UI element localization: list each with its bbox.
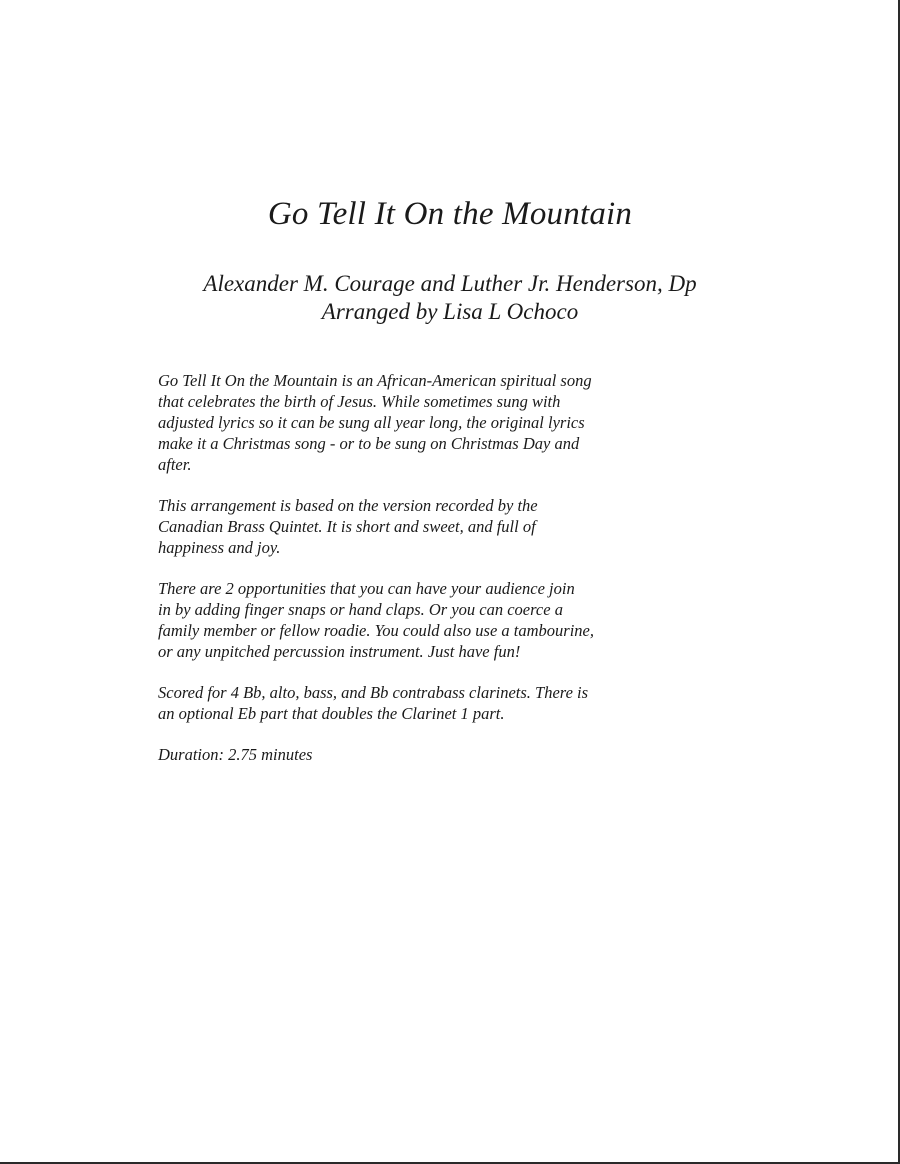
text-line: This arrangement is based on the version recorded by the xyxy=(158,496,538,515)
text-line: adjusted lyrics so it can be sung all year long, the original lyrics xyxy=(158,413,585,432)
page-title: Go Tell It On the Mountain xyxy=(267,196,633,232)
text-line: an optional Eb part that doubles the Clarinet 1 part. xyxy=(158,704,505,723)
text-line: There are 2 opportunities that you can have your audience join xyxy=(158,579,575,598)
text-line: Duration: 2.75 minutes xyxy=(158,745,313,764)
description-body xyxy=(158,370,738,785)
text-line: happiness and joy. xyxy=(158,538,281,557)
credits-block xyxy=(0,270,900,326)
paragraph-intro xyxy=(158,370,738,475)
text-line: or any unpitched percussion instrument. Just have fun! xyxy=(158,642,521,661)
text-line: Scored for 4 Bb, alto, bass, and Bb contrabass clarinets. There is xyxy=(158,683,589,702)
text-line: family member or fellow roadie. You could also use a tambourine, xyxy=(158,621,595,640)
text-line: Canadian Brass Quintet. It is short and sweet, and full of xyxy=(158,517,536,536)
composer-credit: Alexander M. Courage and Luther Jr. Henderson, Dp xyxy=(203,271,697,296)
paragraph-duration xyxy=(158,744,738,765)
text-line: in by adding finger snaps or hand claps. Or you can coerce a xyxy=(158,600,563,619)
paragraph-audience xyxy=(158,578,738,662)
paragraph-scoring xyxy=(158,682,738,724)
text-line: that celebrates the birth of Jesus. While sometimes sung with xyxy=(158,392,561,411)
text-line: after. xyxy=(158,455,192,474)
paragraph-arrangement xyxy=(158,495,738,558)
text-line: Go Tell It On the Mountain is an African-American spiritual song xyxy=(158,371,592,390)
arranger-credit: Arranged by Lisa L Ochoco xyxy=(321,299,579,324)
text-line: make it a Christmas song - or to be sung on Christmas Day and xyxy=(158,434,580,453)
